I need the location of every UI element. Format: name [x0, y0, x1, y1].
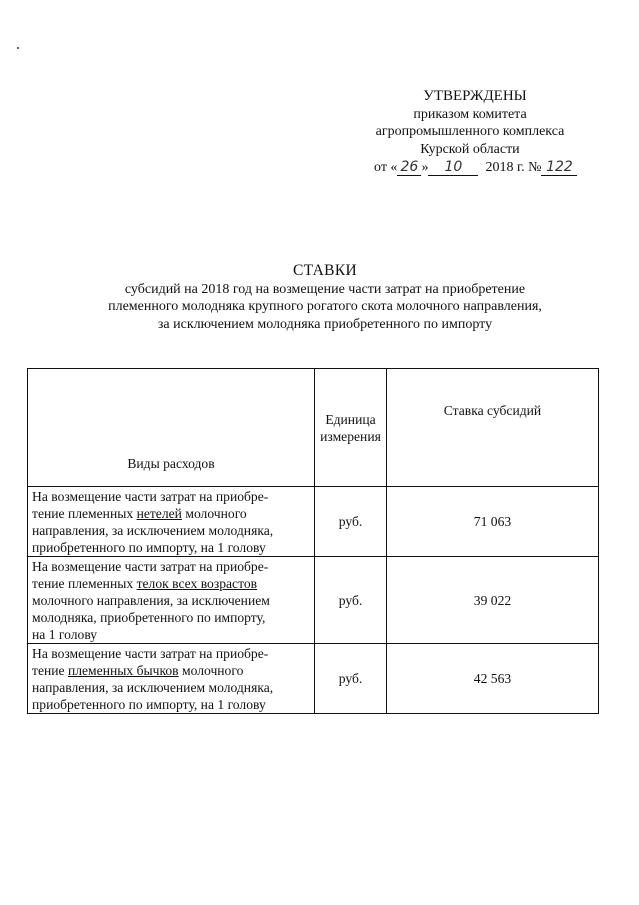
- row-unit: руб.: [315, 644, 387, 714]
- approval-line-1: приказом комитета: [413, 106, 527, 122]
- handwritten-day: 26: [397, 160, 421, 176]
- table-row: [28, 644, 599, 714]
- desc-line: [32, 505, 311, 522]
- row-unit: руб.: [315, 487, 387, 557]
- table-row: [28, 487, 599, 557]
- document-title-block: [60, 262, 590, 333]
- subtitle-line-1: субсидий на 2018 год на возмещение части затрат на приобретение: [124, 281, 526, 297]
- desc-line: приобретенного по импорту, на 1 голову: [32, 540, 266, 555]
- subsidy-rates-table: [27, 368, 599, 714]
- row-rate: 39 022: [387, 557, 599, 644]
- desc-line: направления, за исключением молодняка,: [32, 680, 274, 695]
- header-unit-line-1: Единица: [325, 411, 376, 427]
- document-title: СТАВКИ: [293, 262, 357, 279]
- desc-text: тение племенных: [32, 506, 137, 521]
- row-rate: 42 563: [387, 644, 599, 714]
- approval-line-3: Курской области: [420, 141, 520, 157]
- row-description: [28, 644, 315, 714]
- approval-block: [340, 88, 600, 177]
- approval-line-2: агропромышленного комплекса: [375, 124, 565, 139]
- desc-line: На возмещение части затрат на приобре-: [32, 646, 269, 661]
- row-description: [28, 487, 315, 557]
- handwritten-order-number: 122: [541, 160, 577, 176]
- date-year: 2018 г. №: [485, 160, 542, 175]
- desc-line: направления, за исключением молодняка,: [32, 523, 274, 538]
- desc-text: тение: [32, 663, 68, 678]
- desc-line: молодняка, приобретенного по импорту,: [32, 610, 266, 625]
- scan-speck: [17, 47, 19, 49]
- date-quote-close: »: [421, 160, 429, 175]
- header-unit: [315, 369, 387, 487]
- row-rate: 71 063: [387, 487, 599, 557]
- handwritten-month: 10: [428, 160, 478, 176]
- table-row: [28, 557, 599, 644]
- desc-line: На возмещение части затрат на приобре-: [32, 559, 269, 574]
- desc-underlined: телок всех возрастов: [136, 576, 258, 591]
- desc-line: на 1 голову: [32, 627, 98, 642]
- header-expense-type: Виды расходов: [28, 369, 315, 487]
- row-unit: руб.: [315, 557, 387, 644]
- subtitle-line-3: за исключением молодняка приобретенного по импорту: [157, 316, 493, 332]
- desc-text: молочного: [178, 663, 244, 678]
- header-unit-line-2: измерения: [320, 428, 381, 444]
- approval-heading: УТВЕРЖДЕНЫ: [423, 88, 527, 104]
- date-prefix: от «: [374, 160, 398, 175]
- desc-text: тение племенных: [32, 576, 137, 591]
- header-rate: Ставка субсидий: [387, 369, 599, 487]
- approval-date-line: [340, 159, 600, 177]
- desc-underlined: нетелей: [136, 506, 182, 521]
- desc-line: На возмещение части затрат на приобре-: [32, 489, 269, 504]
- desc-line: [32, 662, 311, 679]
- desc-line: [32, 575, 311, 592]
- subtitle-line-2: племенного молодняка крупного рогатого скота молочного направления,: [108, 299, 542, 314]
- desc-underlined: племенных бычков: [67, 663, 179, 678]
- table-header-row: [28, 369, 599, 487]
- desc-line: приобретенного по импорту, на 1 голову: [32, 697, 266, 712]
- desc-text: молочного: [181, 506, 247, 521]
- desc-line: молочного направления, за исключением: [32, 593, 270, 608]
- row-description: [28, 557, 315, 644]
